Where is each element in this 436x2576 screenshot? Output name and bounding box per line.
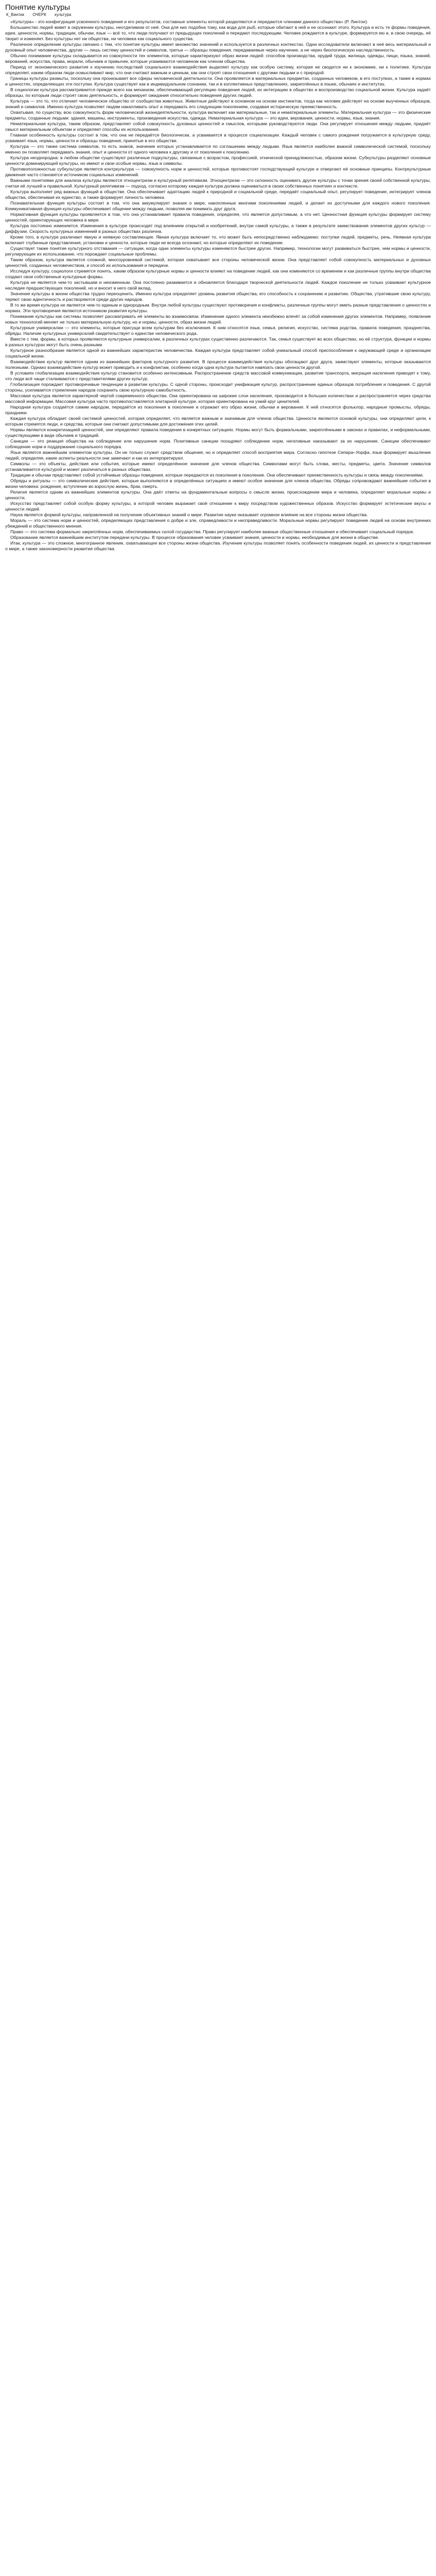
article-paragraph: Границы культуры размыты, поскольку она пронизывает все сферы человеческой деятельности. Она проявляется в материальных предметах, созданных человеком, в его поступках, а также в нормах и ценностях, определяющих эти поступки. Культура существует как в индивидуальном сознании, так и в коллективных представлениях, закреплённых в языке, обычаях и институтах. <box>5 76 431 87</box>
category-link[interactable]: ОЧЕРК <box>32 12 46 17</box>
article-paragraph: Итак, культура — это сложное, многогранное явление, охватывающее все стороны жизни общества. Изучение культуры позволяет понять особенности поведения людей, их ценности и представления о мире, а также закономерности развития общества. <box>5 540 431 551</box>
article-paragraph: Нормативная функция культуры проявляется в том, что она устанавливает правила поведения, определяя, что является допустимым, а что нет. Ценностная функция культуры формирует систему ценностей, ориентирующих человека в мире. <box>5 212 431 223</box>
article-paragraph: Культура не является чем-то застывшим и неизменным. Она постоянно развивается и обновляется благодаря творческой деятельности людей. Каждое поколение не только усваивает культурное наследие предшествующих поколений, но и вносит в него свой вклад. <box>5 280 431 291</box>
article-paragraph: Культурное разнообразие является одной из важнейших характеристик человечества. Каждая культура представляет собой уникальный способ приспособления к окружающей среде и организации социальной жизни. <box>5 348 431 359</box>
article-paragraph: Противоположностью субкультуре является контркультура — совокупность норм и ценностей, которые противостоят господствующей культуре и отвергают её основные принципы. Контркультурные движения часто становятся источником социальных изменений. <box>5 166 431 177</box>
article-paragraph: Религия является одним из важнейших элементов культуры. Она даёт ответы на фундаментальные вопросы о смысле жизни, происхождении мира и человека, определяет моральные нормы и ценности. <box>5 489 431 500</box>
article-paragraph: Традиции и обычаи представляют собой устойчивые образцы поведения, которые передаются из поколения в поколение. Они обеспечивают преемственность культуры и связь между поколениями. <box>10 472 424 478</box>
article-paragraph: «Культура» - это конфигурация усвоенного поведения и его результатов, составные элементы которой разделяются и передаются членами данного общества» (Р. Линтон). <box>10 19 369 24</box>
article-paragraph: Искусство представляет собой особую форму культуры, в которой человек выражает своё отношение к миру посредством художественных образов. Искусство формирует эстетические вкусы и ценности людей. <box>5 501 431 512</box>
article-paragraph: Наука является формой культуры, направленной на получение объективных знаний о мире. Развитие науки оказывает огромное влияние на все стороны жизни общества. <box>10 512 368 517</box>
article-paragraph: Вместе с тем, формы, в которых проявляются культурные универсалии, в различных культурах существенно различаются. Так, семья существует во всех обществах, но её структура, функции и нормы в разных культурах могут быть очень разными. <box>5 336 431 347</box>
article-paragraph: Каждая культура обладает своей системой ценностей, которая определяет, что является важным и значимым для членов общества. Ценности являются основой культуры, они определяют цели, к которым стремятся люди, и средства, которые они считают допустимыми для достижения этих целей. <box>5 416 431 427</box>
article-paragraph: Большинство людей живет в окружении культуры, неотделимом от неё. Она для них подобна тому, как вода для рыб, которые обитают в ней и не осознают этого. Культура и есть те формы поведения, идеи, ценности, нормы, традиции, обычаи, язык — всё то, что люди получают от предыдущих поколений и передают последующим. Человек рождается в культуре, формируется ею и, в свою очередь, её творит и изменяет. Без культуры нет ни общества, ни человека как социального существа. <box>5 25 431 41</box>
article-paragraph: Нормы являются конкретизацией ценностей, они определяют правила поведения в конкретных ситуациях. Нормы могут быть формальными, закреплёнными в законах и правилах, и неформальными, существующими в виде обычаев и традиций. <box>5 427 431 438</box>
article-paragraph: Культура — это также система символов, то есть знаков, значение которых устанавливается по соглашению между людьми. Язык является наиболее важной символической системой, поскольку именно он позволяет передавать знания, опыт и ценности от одного человека к другому и от поколения к поколению. <box>5 144 431 155</box>
article-paragraph: Обряды и ритуалы — это символические действия, которые выполняются в определённых ситуациях и имеют особое значение для членов общества. Обряды сопровождают важнейшие события в жизни человека: рождение, вступление во взрослую жизнь, брак, смерть. <box>5 478 431 489</box>
article-meta <box>6 12 431 17</box>
article-paragraph: Различное определение культуры связано с тем, что понятие культуры имеет множество значений и используется в различных контекстах. Одни исследователи включают в неё весь материальный и духовный опыт человечества, другие — лишь систему ценностей и символов, третьи — образцы поведения, передаваемые через научение, а не через биологическую наследственность. <box>5 42 431 53</box>
article-paragraph: Культура выполняет ряд важных функций в обществе. Она обеспечивает адаптацию людей к природной и социальной среде, передаёт социальный опыт, регулирует поведение, интегрирует членов общества, обеспечивая их единство, а также формирует личность человека. <box>5 189 431 200</box>
article-paragraph: Кроме того, в культуре различают явную и неявную составляющие. Явная культура включает то, что может быть непосредственно наблюдаемо: поступки людей, предметы, речь. Неявная культура включает глубинные представления, установки и ценности, которые люди не всегда осознают, но которые определяют их поведение. <box>5 234 431 245</box>
article-paragraph: Мораль — это система норм и ценностей, определяющих представления о добре и зле, справедливости и несправедливости. Моральные нормы регулируют поведение людей на основе внутренних убеждений и общественного мнения. <box>5 518 431 529</box>
article-paragraph: Обычно понимание культуры складывается из совокупности тех элементов, которые характеризуют образ жизни людей: способов производства, орудий труда, жилища, одежды, пищи, языка, знаний, верований, искусства, права, морали, обычаев и привычек, которые усваиваются человеком как членом общества. <box>5 53 431 64</box>
article-paragraph: Санкции — это реакция общества на соблюдение или нарушение норм. Позитивные санкции поощряют соблюдение норм, негативные наказывают за их нарушение. Санкции обеспечивают соблюдение норм и поддержание социального порядка. <box>5 438 431 449</box>
page <box>0 0 436 562</box>
article-paragraph: Период от экономического развития к изучению последствий социального взаимодействия выделяет культуру как особую систему, которая не сводится ни к экономике, ни к политике. Культура определяет, каким образом люди осмысливают мир, что они считают важным и ценным, как они строят свои отношения с другими людьми и с природой. <box>5 64 431 75</box>
author-link[interactable]: К_Винтик <box>6 12 24 17</box>
article-paragraph: Исследуя культуру, социологи стремятся понять, каким образом культурные нормы и ценности влияют на поведение людей, как они изменяются со временем и как различные группы внутри общества создают свои собственные культурные формы. <box>5 268 431 279</box>
article-paragraph: Глобализация порождает противоречивые тенденции в развитии культуры. С одной стороны, происходит унификация культур, распространение единых образцов потребления и поведения. С другой стороны, усиливается стремление народов сохранить свою культурную самобытность. <box>5 382 431 393</box>
article-paragraph: Культура неоднородна: в любом обществе существуют различные подкультуры, связанные с возрастом, профессией, этнической принадлежностью, образом жизни. Субкультуры разделяют основные ценности доминирующей культуры, но имеют и свои особые нормы, язык и символы. <box>5 155 431 166</box>
article-paragraph: Народная культура создаётся самим народом, передаётся из поколения в поколение и отражает его образ жизни, обычаи и верования. К ней относятся фольклор, народные промыслы, обряды, праздники. <box>5 404 431 415</box>
article-paragraph: Значение культуры в жизни общества трудно переоценить. Именно культура определяет уровень развития общества, его способность к сохранению и развитию. Общества, утратившие свою культуру, теряют свою идентичность и растворяются среди других народов. <box>5 291 431 302</box>
article-paragraph: Познавательная функция культуры состоит в том, что она аккумулирует знания о мире, накопленные многими поколениями людей, и делает их доступными для каждого нового поколения. Коммуникативная функция культуры обеспечивает общение между людьми, позволяя им понимать друг друга. <box>5 200 431 211</box>
article-paragraph: Важными понятиями для анализа культуры являются этноцентризм и культурный релятивизм. Этноцентризм — это склонность оценивать другие культуры с точки зрения своей собственной культуры, считая её лучшей и правильной. Культурный релятивизм — подход, согласно которому каждая культура должна оцениваться в своих собственных понятиях и контексте. <box>5 178 431 189</box>
article-paragraph: Культура постоянно изменяется. Изменения в культуре происходят под влиянием открытий и изобретений, внутри самой культуры, а также в результате заимствования элементов других культур — диффузии. Скорость культурных изменений в разных обществах различна. <box>5 223 431 234</box>
article-paragraph: Культура — это то, что отличает человеческое общество от сообщества животных. Животные действуют в основном на основе инстинктов, тогда как человек действует на основе выученных образцов, знаний и символов. Именно культура позволяет людям накапливать опыт и передавать его следующим поколениям, создавая историческую преемственность. <box>5 98 431 109</box>
article-paragraph: Массовая культура является характерной чертой современного общества. Она ориентирована на широкие слои населения, производится в больших количествах и распространяется через средства массовой информации. Массовая культура часто противопоставляется элитарной культуре, которая ориентирована на узкий круг ценителей. <box>5 393 431 404</box>
article-paragraph: Главная особенность культуры состоит в том, что она не передаётся биологически, а усваивается в процессе социализации. Каждый человек с самого рождения погружается в культурную среду, усваивает язык, нормы, ценности и образцы поведения, принятые в его обществе. <box>5 132 431 143</box>
article-paragraph: В условиях глобализации взаимодействие культур становится особенно интенсивным. Распространение средств массовой коммуникации, развитие транспорта, миграция населения приводят к тому, что люди всё чаще сталкиваются с представителями других культур. <box>5 370 431 381</box>
article-paragraph: Культурные универсалии — это элементы, которые присущи всем культурам без исключения. К ним относятся язык, семья, религия, искусство, система родства, правила поведения, празднества, обряды. Наличие культурных универсалий свидетельствует о единстве человеческого рода. <box>5 325 431 336</box>
article-paragraph: Язык является важнейшим элементом культуры. Он не только служит средством общения, но и определяет способ восприятия мира. Согласно гипотезе Сепира–Уорфа, язык формирует мышление людей, определяя, какие аспекты реальности они замечают и как их интерпретируют. <box>5 450 431 461</box>
article-paragraph: Охватывая, по существу, всю совокупность форм человеческой жизнедеятельности, культура включает как материальные, так и нематериальные элементы. Материальная культура — это физические предметы, созданные людьми: здания, машины, инструменты, произведения искусства, одежда. Нематериальная культура — это идеи, верования, ценности, нормы, язык, знания. <box>5 110 431 121</box>
article-paragraph: Взаимодействие культур является одним из важнейших факторов культурного развития. В процессе взаимодействия культуры обогащают друг друга, заимствуют элементы, которые оказываются полезными. Однако взаимодействие культур может приводить и к конфликтам, особенно когда одна культура пытается навязать свои ценности другой. <box>5 359 431 370</box>
article-paragraph: Нематериальная культура, таким образом, представляет собой совокупность духовных ценностей и смыслов, которыми руководствуются люди. Она регулирует отношения между людьми, придаёт смысл материальным объектам и определяет способы их использования. <box>5 121 431 132</box>
article-paragraph: Образование является важнейшим институтом передачи культуры. В процессе образования человек усваивает знания, ценности и нормы, необходимые для жизни в обществе. <box>10 535 379 540</box>
article-paragraph: Понимание культуры как системы позволяет рассматривать её элементы во взаимосвязи. Изменение одного элемента неизбежно влечёт за собой изменения других элементов. Например, появление новых технологий меняет не только материальную культуру, но и нормы, ценности, образ жизни людей. <box>5 314 431 325</box>
article-paragraph: Право — это система формально закреплённых норм, обеспечиваемых силой государства. Право регулирует наиболее важные общественные отношения и обеспечивает социальный порядок. <box>10 529 414 534</box>
article-body <box>5 19 431 552</box>
article-paragraph: Символы — это объекты, действия или события, которые имеют определённое значение для членов общества. Символами могут быть слова, жесты, предметы, цвета. Значение символов устанавливается культурой и может различаться в разных обществах. <box>5 461 431 472</box>
article-paragraph: Существует также понятие культурного отставания — ситуации, когда одни элементы культуры изменяются быстрее других. Например, технологии могут развиваться быстрее, чем нормы и ценности, регулирующие их использование, что порождает социальные проблемы. <box>5 246 431 257</box>
page-title: Понятие культуры <box>5 3 71 12</box>
article-paragraph: В социологии культура рассматривается прежде всего как механизм, обеспечивающий регуляцию поведения людей, их интеграцию в общество и воспроизводство социальной жизни. Культура задаёт образцы, по которым люди строят свою деятельность, и формирует ожидания относительно поведения других людей. <box>5 87 431 98</box>
section-link[interactable]: культура <box>55 12 72 17</box>
article-paragraph: Таким образом, культура является сложной, многоуровневой системой, которая охватывает все стороны человеческой жизни. Она представляет собой совокупность материальных и духовных ценностей, созданных человечеством, и способ их использования и передачи. <box>5 257 431 268</box>
article-paragraph: В то же время культура не является чем-то единым и однородным. Внутри любой культуры существуют противоречия и конфликты, различные группы могут иметь разные представления о ценностях и нормах. Эти противоречия являются источником развития культуры. <box>5 302 431 313</box>
